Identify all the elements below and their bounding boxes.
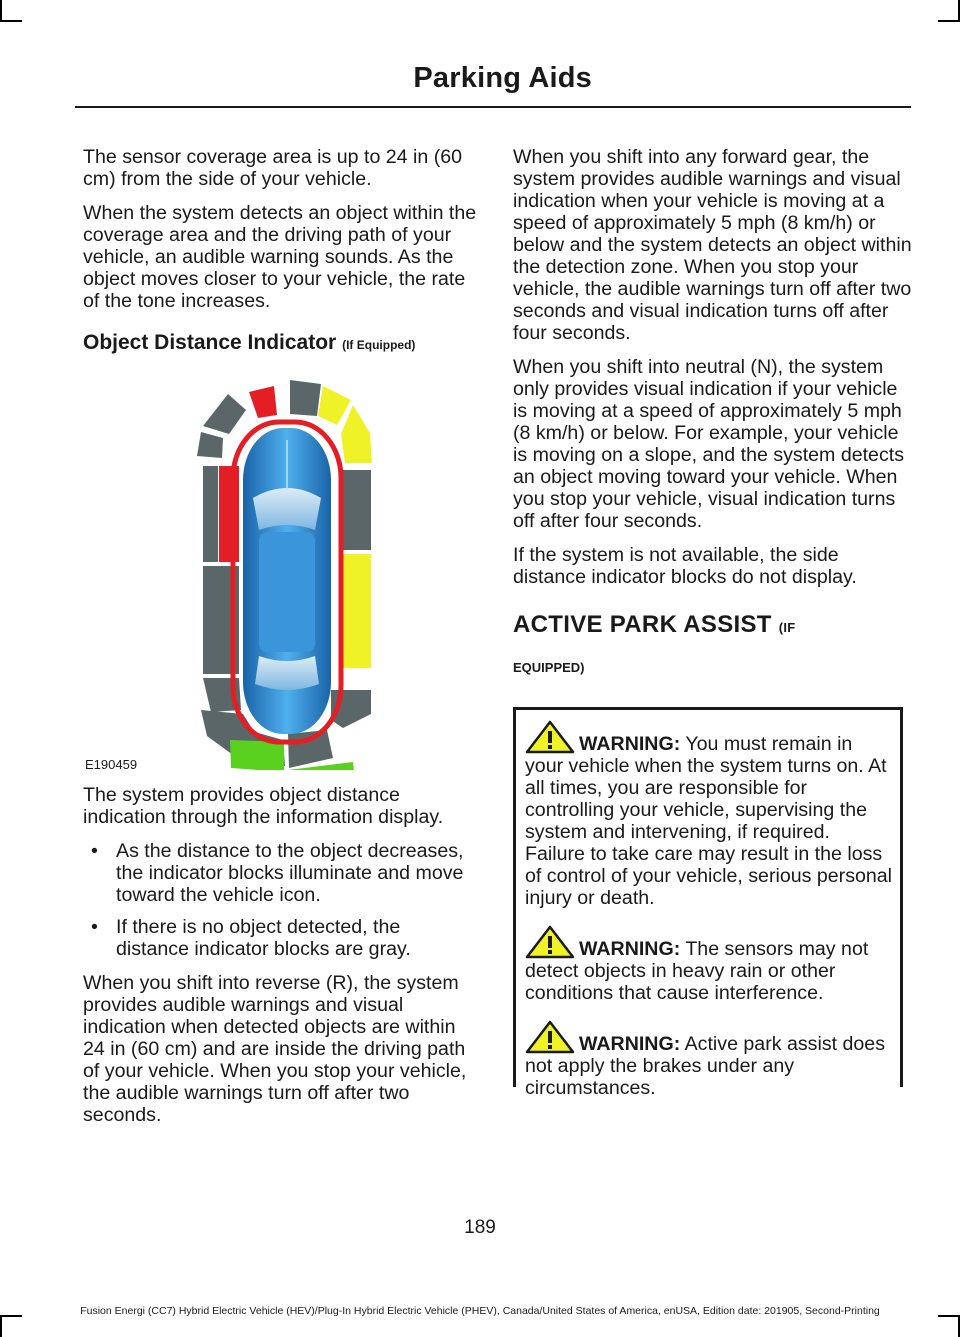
paragraph: If the system is not available, the side distance indicator blocks do not display. bbox=[513, 544, 857, 588]
warning-text: The sensors may not detect objects in heavy rain or other conditions that cause interference. bbox=[525, 938, 869, 1004]
indicator-block bbox=[288, 730, 333, 768]
paragraph: When you shift into reverse (R), the system provides audible warnings and visual indication when detected objects are within 24 in (60 cm) and are inside the driving path of your vehicle. When you stop your vehicle, the audible warnings turn off after two seconds. bbox=[83, 972, 467, 1126]
warning-item bbox=[525, 1020, 894, 1099]
warning-label: WARNING: bbox=[579, 938, 681, 960]
warning-triangle-icon bbox=[525, 1020, 575, 1054]
list-item bbox=[83, 840, 478, 906]
paragraph: The sensor coverage area is up to 24 in (60 cm) from the side of your vehicle. bbox=[83, 146, 463, 190]
page-title: Parking Aids bbox=[413, 62, 592, 94]
paragraph: When you shift into any forward gear, the system provides audible warnings and visual indication when your vehicle is moving at a speed of approximately 5 mph (8 km/h) or below and the system detects an object within the detection zone. When you stop your vehicle, the audible warnings turn off after two seconds and visual indication turns off after four seconds. bbox=[513, 146, 912, 344]
paragraph: When you shift into neutral (N), the system only provides visual indication if your vehicle is moving at a speed of approximately 5 mph (8 km/h) or below. For example, your vehicle is moving on a slope, and the system detects an object moving toward your vehicle. When you stop your vehicle, visual indication turns off after four seconds. bbox=[513, 356, 904, 532]
vehicle-roof bbox=[259, 532, 315, 652]
crop-mark bbox=[0, 0, 2, 22]
warning-text: Active park assist does not apply the brakes under any circumstances. bbox=[525, 1033, 885, 1099]
indicator-block bbox=[290, 380, 321, 416]
page-number: 189 bbox=[464, 1217, 496, 1238]
indicator-block bbox=[318, 386, 351, 425]
indicator-block bbox=[230, 740, 284, 770]
bullet-list bbox=[83, 840, 478, 960]
page-footer: Fusion Energi (CC7) Hybrid Electric Vehicle (HEV)/Plug-In Hybrid Electric Vehicle (PHEV), Canada/United States of America, enUSA, Edition date: 201905, Second-Printing bbox=[80, 1305, 880, 1317]
warning-triangle-icon bbox=[525, 925, 575, 959]
warning-item bbox=[525, 720, 894, 909]
indicator-block bbox=[343, 554, 371, 668]
figure-code: E190459 bbox=[85, 757, 138, 772]
warning-label: WARNING: bbox=[579, 1033, 681, 1055]
warning-item bbox=[525, 925, 894, 1004]
indicator-block bbox=[343, 470, 371, 550]
header-rule bbox=[75, 106, 911, 108]
left-column bbox=[83, 146, 478, 1138]
list-item-text: As the distance to the object decreases, the indicator blocks illuminate and move toward the vehicle icon. bbox=[116, 840, 464, 906]
crop-mark bbox=[938, 20, 960, 22]
indicator-block bbox=[219, 466, 239, 562]
paragraph: When the system detects an object within the coverage area and the driving path of your vehicle, an audible warning sounds. As the object moves closer to your vehicle, the rate of the tone increases. bbox=[83, 202, 477, 312]
list-item-text: If there is no object detected, the distance indicator blocks are gray. bbox=[116, 916, 411, 960]
subsection-heading bbox=[83, 332, 478, 356]
indicator-block bbox=[341, 405, 372, 463]
paragraph: The system provides object distance indication through the information display. bbox=[83, 784, 444, 828]
bullet-marker: • bbox=[91, 916, 98, 938]
section-qualifier-continued: EQUIPPED) bbox=[513, 660, 585, 675]
warning-triangle-icon bbox=[525, 720, 575, 754]
warning-box bbox=[513, 707, 903, 1099]
crop-mark bbox=[0, 1315, 2, 1337]
indicator-block bbox=[203, 394, 246, 434]
vehicle-rear-glass bbox=[255, 656, 319, 690]
vehicle-windshield bbox=[253, 488, 321, 530]
indicator-block bbox=[197, 432, 223, 458]
subsection-title: Object Distance Indicator bbox=[83, 331, 337, 354]
crop-mark bbox=[0, 20, 22, 22]
section-qualifier: (IF bbox=[778, 620, 796, 635]
distance-indicator-illustration bbox=[83, 370, 478, 770]
bullet-marker: • bbox=[91, 840, 98, 862]
list-item bbox=[83, 916, 478, 960]
section-heading bbox=[513, 611, 913, 639]
indicator-block bbox=[203, 466, 218, 562]
indicator-block bbox=[249, 386, 277, 418]
section-title: ACTIVE PARK ASSIST bbox=[513, 611, 772, 638]
right-column bbox=[513, 146, 913, 709]
warning-label: WARNING: bbox=[579, 733, 681, 755]
warning-text: You must remain in your vehicle when the system turns on. At all times, you are responsible for controlling your vehicle, supervising the system and intervening, if required. Failure to take care may result in the loss of control of your vehicle, serious personal injury or death. bbox=[525, 733, 893, 909]
distance-indicator-figure bbox=[83, 370, 478, 770]
subsection-qualifier: (If Equipped) bbox=[342, 338, 416, 352]
